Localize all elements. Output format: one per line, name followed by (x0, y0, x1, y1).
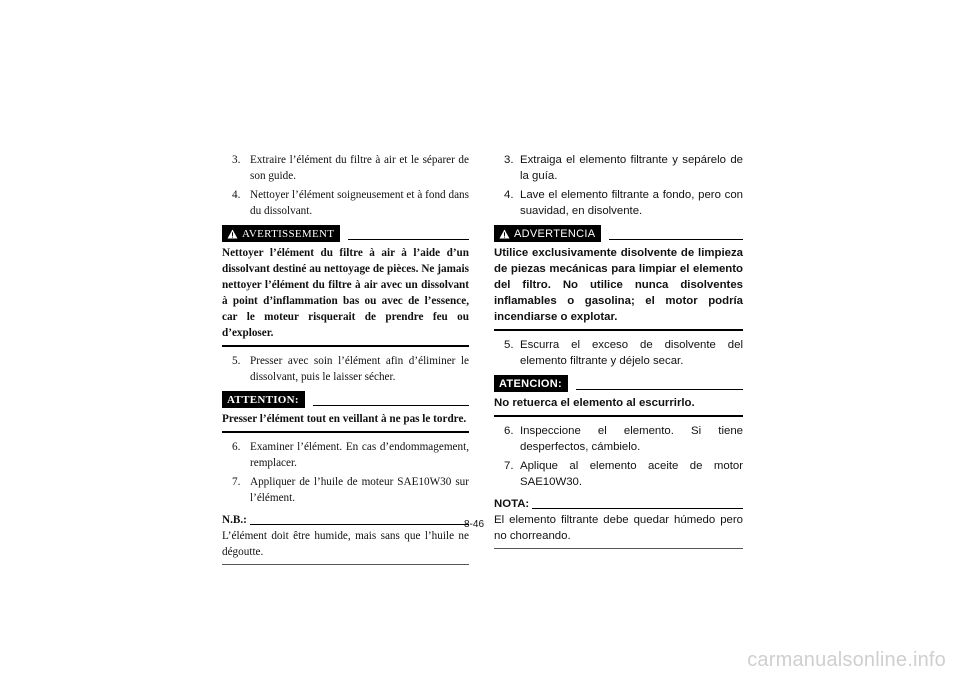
spanish-column (494, 152, 743, 549)
fr-warning-label: AVERTISSEMENT (242, 227, 335, 240)
step-text: Escurra el exceso de disolvente del elemento filtrante y déjelo secar. (520, 339, 743, 367)
fr-step-4 (222, 187, 469, 219)
es-step-3 (494, 152, 743, 184)
french-column (222, 152, 469, 565)
fr-attention-text: Presser l’élément tout en veillant à ne pas le tordre. (222, 413, 467, 425)
watermark: carmanualsonline.info (747, 649, 946, 671)
section-rule (494, 548, 743, 549)
step-number: 5. (232, 355, 241, 367)
es-warning-badge (494, 225, 601, 242)
section-rule (494, 329, 743, 331)
page-number: 8-46 (464, 519, 485, 530)
step-number: 4. (232, 189, 241, 201)
es-step-6 (494, 423, 743, 455)
step-number: 4. (504, 189, 514, 201)
section-rule (222, 345, 469, 347)
warning-triangle-icon (499, 229, 510, 239)
step-number: 7. (232, 476, 241, 488)
header-rule (609, 239, 743, 240)
step-number: 6. (504, 425, 514, 437)
es-note-text: El elemento filtrante debe quedar húmedo pero no chorreando. (494, 514, 743, 542)
step-text: Inspeccione el elemento. Si tiene desperfectos, cámbielo. (520, 425, 743, 453)
header-rule (250, 524, 469, 525)
step-number: 6. (232, 441, 241, 453)
es-note-label: NOTA: (494, 498, 530, 510)
section-rule (222, 431, 469, 433)
header-rule (348, 239, 469, 240)
step-text: Examiner l’élément. En cas d’endommagement, remplacer. (250, 441, 469, 469)
es-note-header (494, 496, 743, 512)
fr-step-5 (222, 353, 469, 385)
step-text: Extraire l’élément du filtre à air et le séparer de son guide. (250, 154, 469, 182)
header-rule (532, 508, 743, 509)
section-rule (222, 564, 469, 565)
fr-step-7 (222, 474, 469, 506)
step-text: Lave el elemento filtrante a fondo, pero con suavidad, en disolvente. (520, 189, 743, 217)
step-text: Presser avec soin l’élément afin d’éliminer le dissolvant, puis le laisser sécher. (250, 355, 469, 383)
es-step-5 (494, 337, 743, 369)
es-step-7 (494, 458, 743, 490)
header-rule (313, 405, 469, 406)
es-attention-header (494, 375, 743, 392)
header-rule (576, 389, 743, 390)
es-step-4 (494, 187, 743, 219)
fr-warning-text: Nettoyer l’élément du filtre à air à l’aide d’un dissolvant destiné au nettoyage de pièces. Ne jamais nettoyer l’élément du filtre à air avec un dissolvant à point d’inflammation bas ou avec de l’essence, car le moteur risquerait de prendre feu ou d’exploser. (222, 247, 469, 339)
fr-warning-header (222, 225, 469, 242)
fr-step-3 (222, 152, 469, 184)
es-warning-text: Utilice exclusivamente disolvente de limpieza de piezas mecánicas para limpiar el elemento del filtro. No utilice nunca disolventes inflamables o gasolina; el motor podría incendiarse o explotar. (494, 247, 743, 323)
step-text: Extraiga el elemento filtrante y sepárelo de la guía. (520, 154, 743, 182)
es-warning-header (494, 225, 743, 242)
fr-attention-badge: ATTENTION: (222, 391, 305, 408)
fr-attention-header (222, 391, 469, 408)
step-number: 3. (504, 154, 514, 166)
step-number: 3. (232, 154, 241, 166)
section-rule (494, 415, 743, 417)
step-text: Nettoyer l’élément soigneusement et à fond dans du dissolvant. (250, 189, 469, 217)
step-text: Aplique al elemento aceite de motor SAE10W30. (520, 460, 743, 488)
fr-note-text: L’élément doit être humide, mais sans que l’huile ne dégoutte. (222, 530, 469, 558)
step-number: 7. (504, 460, 514, 472)
es-attention-badge: ATENCION: (494, 375, 568, 392)
fr-note-label: N.B.: (222, 514, 247, 526)
fr-warning-badge (222, 225, 340, 242)
fr-note-header (222, 512, 469, 528)
fr-step-6 (222, 439, 469, 471)
step-number: 5. (504, 339, 514, 351)
warning-triangle-icon (227, 229, 238, 239)
es-warning-label: ADVERTENCIA (514, 227, 596, 240)
es-attention-text: No retuerca el elemento al escurrirlo. (494, 397, 695, 409)
step-text: Appliquer de l’huile de moteur SAE10W30 sur l’élément. (250, 476, 469, 504)
